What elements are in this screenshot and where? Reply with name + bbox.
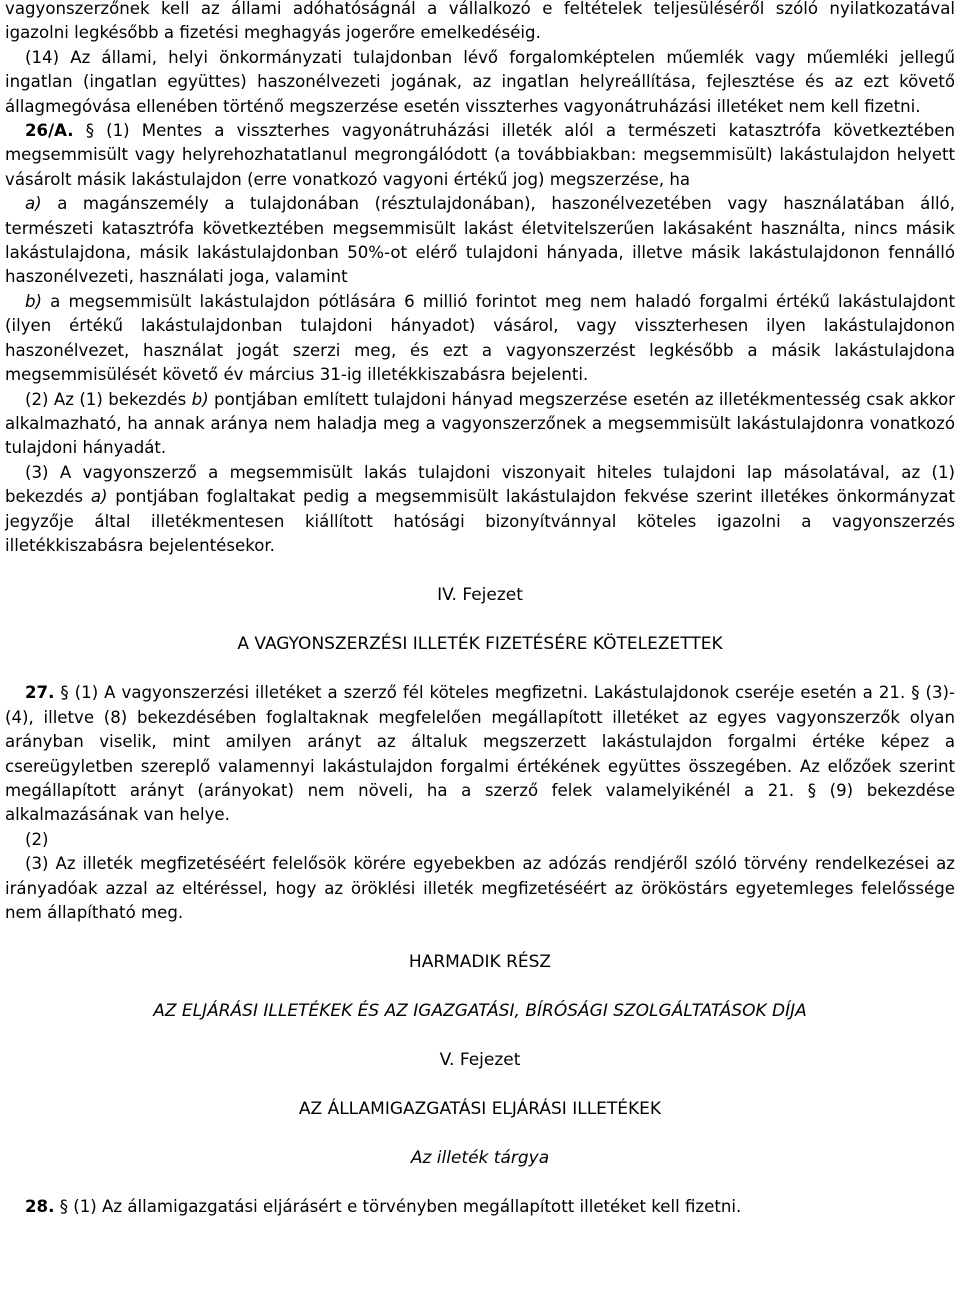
paragraph-continuation: vagyonszerzőnek kell az állami adóhatóságnál a vállalkozó e feltételek teljesüléséről szóló nyilatkozatával igazolni legkésőbb a fizetési meghagyás jogerőre emelkedéséig. (5, 0, 955, 43)
part-3-label: HARMADIK RÉSZ (408, 952, 552, 973)
section-26a-point-a (5, 192, 955, 290)
point-text: a magánszemély a tulajdonában (résztulajdonában), haszonélvezetében vagy használatában álló, természeti katasztrófa következtében megsemmisült lakást életvitelszerűen lakásaként használta, nincs másik lakástulajdona, másik lakástulajdonban 50%-ot elérő tulajdoni hányada, illetve másik lakástulajdonon fennálló haszonélvezeti, használati joga, valamint (5, 194, 955, 287)
section-text: (1) A vagyonszerzési illetéket a szerző fél köteles megfizetni. Lakástulajdonok cseréje esetén a 21. § (3)-(4), illetve (8) bekezdésében foglaltaknak megfelelően megállapított illetéket az egyes vagyonszerzők olyan arányban viselik, mint amilyen arányt az általuk megszerzett lakástulajdon forgalmi értéke képez a csereügyletben szereplő valamennyi lakástulajdon forgalmi értékének együttes összegében. Az előzőek szerint megállapított arányt (arányokat) nem növeli, ha a szerző felek valamelyikénél a 21. § (9) bekezdése alkalmazásának van helye. (5, 683, 955, 825)
section-number: 28. (25, 1197, 55, 1217)
section-26a-point-b (5, 290, 955, 388)
section-text: (1) Az államigazgatási eljárásért e törvényben megállapított illetéket kell fizetni. (67, 1197, 742, 1217)
chapter-5-title: AZ ÁLLAMIGAZGATÁSI ELJÁRÁSI ILLETÉKEK (298, 1099, 662, 1120)
chapter-4-label: IV. Fejezet (437, 585, 523, 606)
section-number: 27. (25, 683, 55, 703)
paragraph-text: (2) Az (1) bekezdés (25, 389, 192, 409)
chapter-4-title: A VAGYONSZERZÉSI ILLETÉK FIZETÉSÉRE KÖTELEZETTEK (237, 634, 723, 655)
chapter-5-subtitle: Az illeték tárgya (410, 1148, 550, 1169)
paragraph-text: (3) A vagyonszerző a megsemmisült lakás tulajdoni viszonyait hiteles tulajdoni lap másolatával, az (1) bekezdés (5, 462, 955, 507)
part-3-title: AZ ELJÁRÁSI ILLETÉKEK ÉS AZ IGAZGATÁSI, BÍRÓSÁGI SZOLGÁLTATÁSOK DÍJA (153, 1001, 807, 1022)
point-reference: a) (90, 487, 108, 507)
section-sign: § (59, 1197, 68, 1217)
section-sign: § (85, 121, 95, 141)
section-28-paragraph-1 (5, 1195, 955, 1219)
point-reference: b) (191, 389, 209, 409)
section-number: 26/A. (25, 121, 74, 141)
section-26a-paragraph-2 (5, 388, 955, 461)
paragraph-text: pontjában foglaltakat pedig a megsemmisült lakástulajdon fekvése szerint illetékes önkormányzat jegyzője által illetékmentesen kiállított hatósági bizonyítvánnyal köteles igazolni a vagyonszerzés illetékkiszabásra bejelentésekor. (5, 487, 956, 555)
section-26a-paragraph-3 (5, 461, 955, 559)
section-26a-paragraph-1 (5, 119, 955, 192)
section-text: (1) Mentes a visszterhes vagyonátruházási illeték alól a természeti katasztrófa következtében megsemmisült vagy helyrehozhatatlanul megrongálódott (a továbbiakban: megsemmisült) lakástulajdon helyett vásárolt másik lakástulajdon (erre vonatkozó vagyoni értékű jog) megszerzése, ha (5, 121, 955, 189)
point-label: a) (25, 194, 42, 214)
section-27-paragraph-1 (5, 681, 955, 827)
section-27-paragraph-2: (2) (25, 829, 49, 849)
section-sign: § (60, 683, 69, 703)
section-27-paragraph-3: (3) Az illeték megfizetéséért felelősök körére egyebekben az adózás rendjéről szóló törvény rendelkezései az irányadóak azzal az eltéréssel, hogy az öröklési illeték megfizetéséért az örököstárs egyetemleges felelőssége nem állapítható meg. (5, 854, 955, 922)
chapter-5-label: V. Fejezet (439, 1050, 521, 1071)
point-text: a megsemmisült lakástulajdon pótlására 6 millió forintot meg nem haladó forgalmi értékű lakástulajdont (ilyen értékű lakástulajdonban tulajdoni hányadot) vásárol, vagy visszterhesen ilyen lakástulajdonon haszonélvezet, használat jogát szerzi meg, és ezt a vagyonszerzést legkésőbb a másik lakástulajdona megsemmisülését követő év március 31-ig illetékkiszabásra bejelenti. (5, 291, 955, 385)
point-label: b) (25, 291, 43, 311)
paragraph-text: pontjában említett tulajdoni hányad megszerzése esetén az illetékmentesség csak akkor alkalmazható, ha annak aránya nem haladja meg a vagyonszerzőnek a megsemmisült lakástulajdonra vonatkozó tulajdoni hányadát. (5, 389, 955, 458)
paragraph-14: (14) Az állami, helyi önkormányzati tulajdonban lévő forgalomképtelen műemlék vagy műemléki jellegű ingatlan (ingatlan együttes) haszonélvezeti jogának, az ingatlan helyreállítása, fejlesztése és az ezt követő állagmegóvása ellenében történő megszerzése esetén visszterhes vagyonátruházási illetéket nem kell fizetni. (5, 47, 955, 116)
